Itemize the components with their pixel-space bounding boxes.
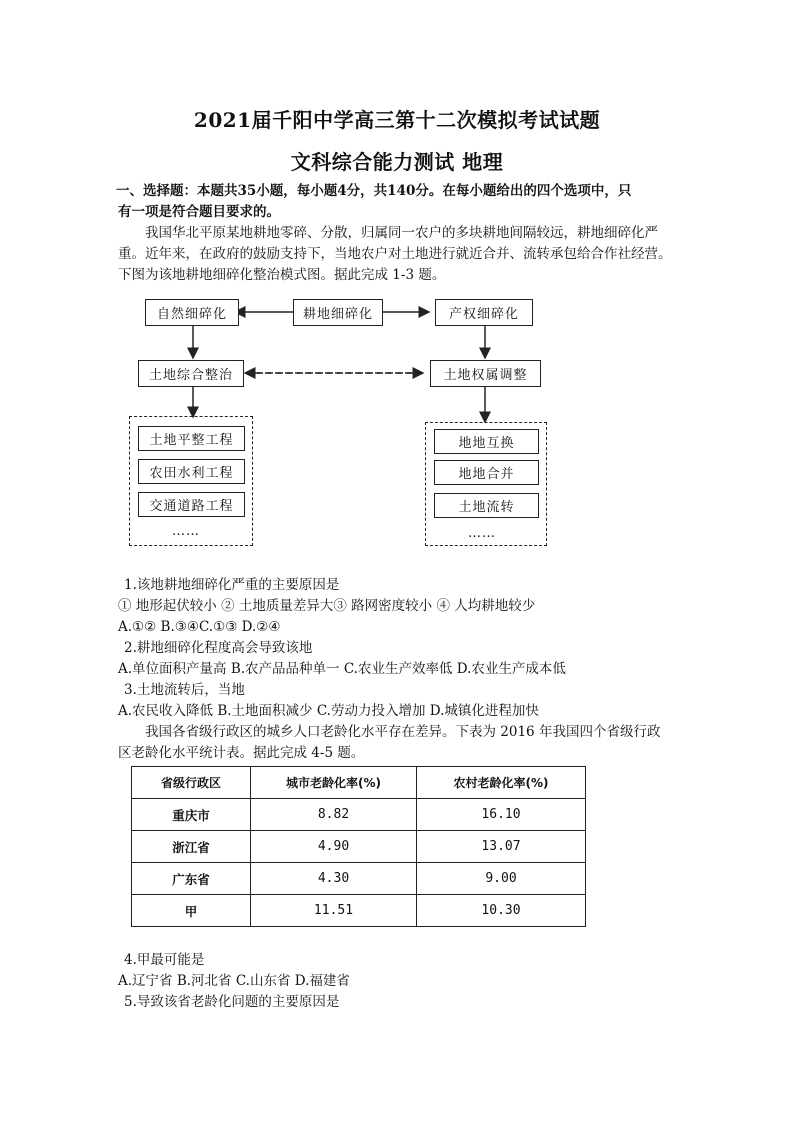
- box-land-transfer: 土地流转: [434, 493, 539, 518]
- box-land-consolidation: 土地综合整治: [138, 360, 244, 387]
- cell-urban: 4.90: [251, 831, 417, 863]
- cell-region: 浙江省: [132, 831, 251, 863]
- cell-rural: 10.30: [417, 895, 586, 927]
- passage1-line1: 我国华北平原某地耕地零碎、分散，归属同一农户的多块耕地间隔较远，耕地细碎化严: [145, 225, 658, 241]
- box-property-fragmentation: 产权细碎化: [435, 299, 533, 326]
- cell-urban: 8.82: [251, 799, 417, 831]
- passage1-line2: 重。近年来，在政府的鼓励支持下，当地农户对土地进行就近合并、流转承包给合作社经营。: [118, 246, 672, 262]
- q4-options: A.辽宁省 B.河北省 C.山东省 D.福建省: [118, 973, 350, 989]
- cell-region: 甲: [132, 895, 251, 927]
- section-heading-line1: 一、选择题：本题共35小题，每小题4分，共140分。在每小题给出的四个选项中，只: [116, 183, 632, 199]
- box-land-leveling: 土地平整工程: [138, 426, 245, 451]
- q1-options: ① 地形起伏较小 ② 土地质量差异大③ 路网密度较小 ④ 人均耕地较少: [118, 598, 536, 614]
- box-land-swap: 地地互换: [434, 429, 539, 454]
- left-ellipsis: ……: [172, 524, 200, 539]
- box-irrigation: 农田水利工程: [138, 459, 245, 484]
- exam-subtitle: 文科综合能力测试 地理: [290, 150, 504, 174]
- cell-region: 广东省: [132, 863, 251, 895]
- q4-stem: 4.甲最可能是: [124, 952, 205, 968]
- col-header-urban: 城市老龄化率(%): [251, 767, 417, 799]
- box-road-works: 交通道路工程: [138, 492, 245, 517]
- box-ownership-adjustment: 土地权属调整: [430, 360, 541, 387]
- box-farmland-fragmentation: 耕地细碎化: [293, 299, 383, 326]
- cell-rural: 13.07: [417, 831, 586, 863]
- cell-region: 重庆市: [132, 799, 251, 831]
- table-row: [132, 895, 586, 927]
- consolidation-diagram: [123, 292, 558, 550]
- q3-options: A.农民收入降低 B.土地面积减少 C.劳动力投入增加 D.城镇化进程加快: [118, 703, 539, 719]
- cell-urban: 4.30: [251, 863, 417, 895]
- col-header-rural: 农村老龄化率(%): [417, 767, 586, 799]
- aging-rate-table: [131, 766, 586, 927]
- col-header-region: 省级行政区: [132, 767, 251, 799]
- q2-stem: 2.耕地细碎化程度高会导致该地: [124, 640, 313, 656]
- passage2-line1: 我国各省级行政区的城乡人口老龄化水平存在差异。下表为 2016 年我国四个省级行政: [145, 724, 661, 740]
- q2-options: A.单位面积产量高 B.农产品品种单一 C.农业生产效率低 D.农业生产成本低: [118, 661, 566, 677]
- cell-urban: 11.51: [251, 895, 417, 927]
- table-row: [132, 831, 586, 863]
- table-row: [132, 863, 586, 895]
- cell-rural: 9.00: [417, 863, 586, 895]
- q3-stem: 3.土地流转后，当地: [124, 682, 245, 698]
- q1-stem: 1.该地耕地细碎化严重的主要原因是: [124, 577, 340, 593]
- box-land-merge: 地地合并: [434, 460, 539, 485]
- passage2-line2: 区老龄化水平统计表。据此完成 4-5 题。: [118, 745, 365, 761]
- box-natural-fragmentation: 自然细碎化: [145, 299, 239, 326]
- q1-answers: A.①② B.③④C.①③ D.②④: [118, 619, 281, 635]
- cell-rural: 16.10: [417, 799, 586, 831]
- section-heading-line2: 有一项是符合题目要求的。: [118, 204, 280, 220]
- q5-stem: 5.导致该省老龄化问题的主要原因是: [124, 994, 340, 1010]
- right-ellipsis: ……: [468, 526, 496, 541]
- exam-title: 2021届千阳中学高三第十二次模拟考试试题: [193, 108, 601, 132]
- passage1-line3: 下图为该地耕地细碎化整治模式图。据此完成 1-3 题。: [118, 267, 446, 283]
- table-header-row: [132, 767, 586, 799]
- table-row: [132, 799, 586, 831]
